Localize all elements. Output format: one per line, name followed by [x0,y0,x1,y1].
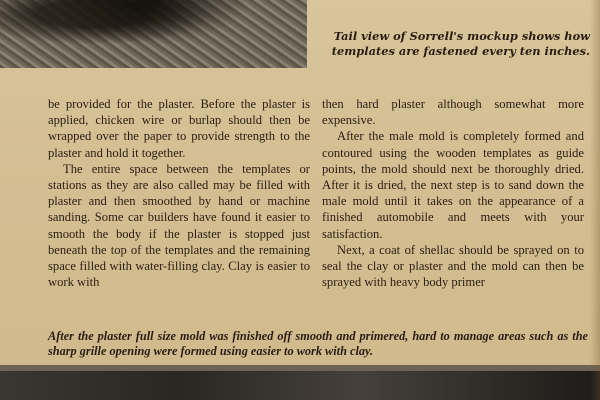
bottom-photo-caption: After the plaster full size mold was finished off smooth and primered, hard to manage areas such as the sharp grille opening were formed using easier to work with clay. [48,329,588,359]
right-paragraph-3: Next, a coat of shellac should be sprayed on to seal the clay or plaster and the mold can then be sprayed with heavy body primer [322,242,584,290]
left-paragraph-2: The entire space between the templates or stations as they are also called may be filled with plaster and then smoothed by hand or machine sanding. Some car builders have found it easier to smooth the body if the plaster is stopped just beneath the top of the templates and the remaining space filled with water-filling clay. Clay is easier to work with [48,161,310,290]
left-paragraph-1: be provided for the plaster. Before the plaster is applied, chicken wire or burlap should then be wrapped over the paper to provide strength to the plaster and hold it together. [48,97,310,160]
photo-top-band [0,365,600,371]
top-photo-caption: Tail view of Sorrell's mockup shows how templates are fastened every ten inches. [331,29,590,58]
left-text-column [48,96,310,290]
photo-shadow [50,0,250,45]
top-photo [0,0,307,68]
right-paragraph-1: then hard plaster although somewhat more expensive. [322,97,584,128]
right-paragraph-2: After the male mold is completely formed and contoured using the wooden templates as guide points, the mold should next be thoroughly dried. After it is dried, the next step is to sand down the male mold until it takes on the appearance of a finished automobile and meets with your satisfaction. [322,129,584,241]
right-text-column [322,96,584,290]
bottom-photo [0,365,600,400]
page-edge-shading [590,0,600,400]
